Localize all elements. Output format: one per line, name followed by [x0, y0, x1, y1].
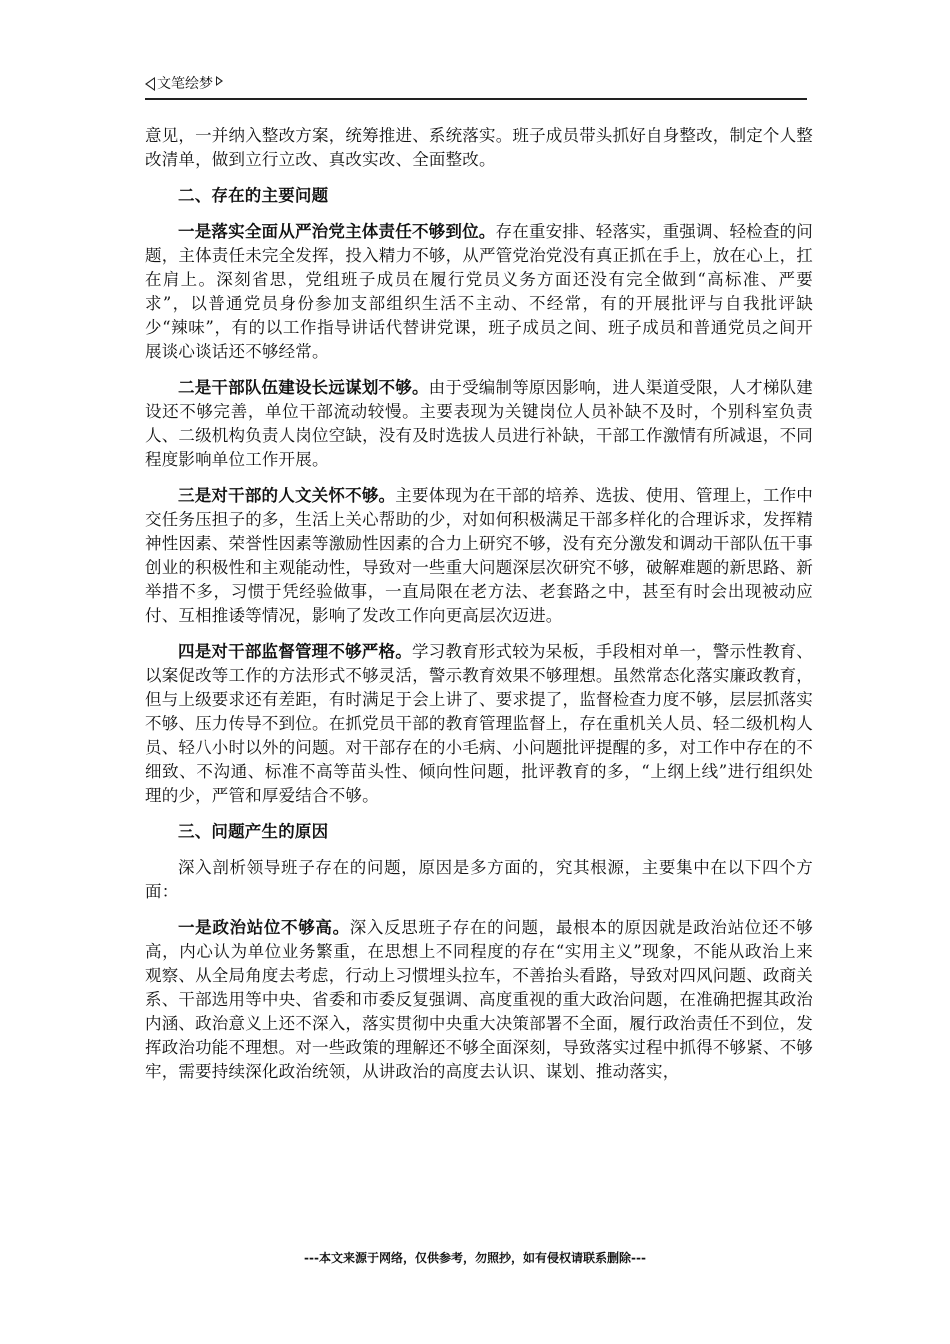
paragraph-text: 学习教育形式较为呆板，手段相对单一，警示性教育、以案促改等工作的方法形式不够灵活，警示教育效果不够理想。虽然常态化落实廉政教育，但与上级要求还有差距，有时满足于会上讲了、要求提了，监督检查力度不够，层层抓落实不够、压力传导不到位。在抓党员干部的教育管理监督上，存在重机关人员、轻二级机构人员、轻八小时以外的问题。对干部存在的小毛病、小问题批评提醒的多，对工作中存在的不细致、不沟通、标准不高等苗头性、倾向性问题，批评教育的多，“上纲上线”进行组织处理的少，严管和厚爱结合不够。	[145, 642, 813, 805]
section-heading-problems: 二、存在的主要问题	[178, 186, 329, 205]
paragraph-text: 深入反思班子存在的问题，最根本的原因就是政治站位还不够高，内心认为单位业务繁重，在思想上不同程度的存在“实用主义”现象，不能从政治上来观察、从全局角度去考虑，行动上习惯埋头拉车，不善抬头看路，导致对四风问题、政商关系、干部选用等中央、省委和市委反复强调、高度重视的重大政治问题，在准确把握其政治内涵、政治意义上还不深入，落实贯彻中央重大决策部署不全面，履行政治责任不到位，发挥政治功能不理想。对一些政策的理解还不够全面深刻，导致落实过程中抓得不够紧、不够牢，需要持续深化政治统领，从讲政治的高度去认识、谋划、推动落实，	[145, 918, 813, 1081]
paragraph-cause-1	[145, 916, 813, 1084]
paragraph-problem-2	[145, 376, 813, 472]
paragraph-problem-4	[145, 640, 813, 808]
paragraph-problem-3	[145, 484, 813, 628]
brand-name: 文笔绘梦	[157, 76, 213, 92]
section-heading-causes: 三、问题产生的原因	[178, 822, 329, 841]
paragraph-lead: 三是对干部的人文关怀不够。	[178, 486, 396, 505]
paragraph-causes-intro: 深入剖析领导班子存在的问题，原因是多方面的，究其根源，主要集中在以下四个方面：	[145, 858, 813, 901]
paragraph-lead: 四是对干部监督管理不够严格。	[178, 642, 412, 661]
document-body	[145, 124, 813, 1096]
right-triangle-icon	[216, 76, 223, 86]
paragraph-text: 由于受编制等原因影响，进人渠道受限，人才梯队建设还不够完善，单位干部流动较慢。主要表现为关键岗位人员补缺不及时，个别科室负责人、二级机构负责人岗位空缺，没有及时选拔人员进行补缺，干部工作激情有所减退，不同程度影响单位工作开展。	[145, 378, 814, 469]
paragraph-text: 主要体现为在干部的培养、选拔、使用、管理上，工作中交任务压担子的多，生活上关心帮助的少，对如何积极满足干部多样化的合理诉求，发挥精神性因素、荣誉性因素等激励性因素的合力上研究不够，没有充分激发和调动干部队伍干事创业的积极性和主观能动性，导致对一些重大问题深层次研究不够，破解难题的新思路、新举措不多，习惯于凭经验做事，一直局限在老方法、老套路之中，甚至有时会出现被动应付、互相推诿等情况，影响了发改工作向更高层次迈进。	[145, 486, 814, 625]
paragraph-problem-1	[145, 220, 813, 364]
page-footer: ---本文来源于网络，仅供参考，勿照抄，如有侵权请联系删除---	[304, 1251, 646, 1265]
page-header	[145, 72, 807, 100]
brand	[145, 74, 223, 94]
paragraph-text: 存在重安排、轻落实，重强调、轻检查的问题，主体责任未完全发挥，投入精力不够，从严管党治党没有真正抓在手上，放在心上，扛在肩上。深刻省思，党组班子成员在履行党员义务方面还没有完全做到“高标准、严要求”，以普通党员身份参加支部组织生活不主动、不经常，有的开展批评与自我批评缺少“辣味”，有的以工作指导讲话代替讲党课，班子成员之间、班子成员和普通党员之间开展谈心谈话还不够经常。	[145, 222, 813, 361]
left-triangle-icon	[145, 77, 155, 91]
paragraph-continued: 意见，一并纳入整改方案，统筹推进、系统落实。班子成员带头抓好自身整改，制定个人整改清单，做到立行立改、真改实改、全面整改。	[145, 126, 813, 169]
paragraph-lead: 一是政治站位不够高。	[178, 918, 350, 937]
paragraph-lead: 一是落实全面从严治党主体责任不够到位。	[178, 222, 496, 241]
paragraph-lead: 二是干部队伍建设长远谋划不够。	[178, 378, 429, 397]
